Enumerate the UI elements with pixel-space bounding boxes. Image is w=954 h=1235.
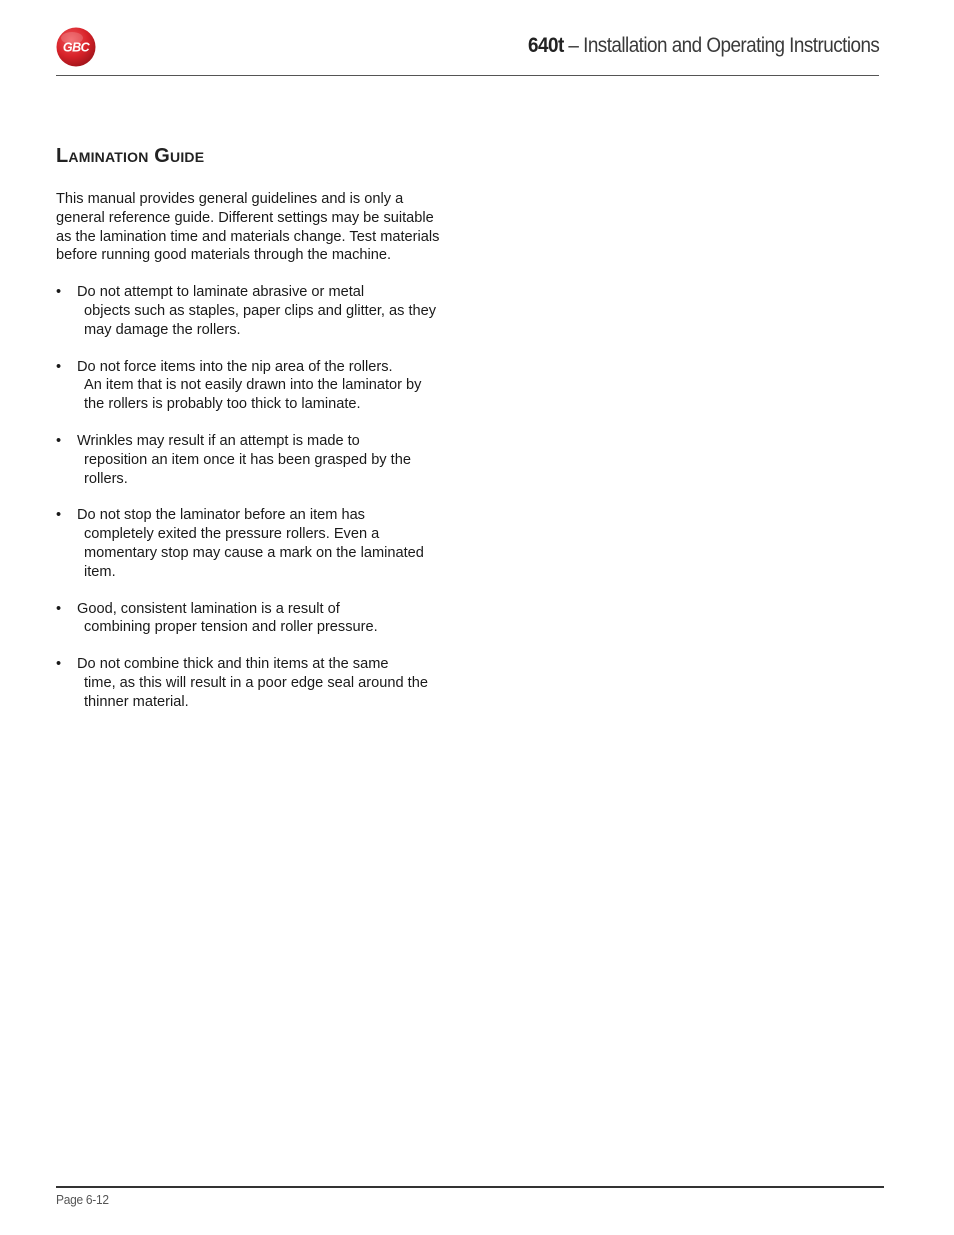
list-item	[56, 358, 441, 414]
gbc-logo	[56, 27, 96, 67]
model-number: 640t	[527, 34, 564, 57]
list-item-first-line: Do not force items into the nip area of the rollers.	[77, 358, 393, 375]
list-item-text: objects such as staples, paper clips and glitter, as they may damage the rollers.	[84, 302, 437, 338]
bullet-icon: •	[56, 507, 62, 524]
list-item	[56, 655, 441, 711]
intro-paragraph: This manual provides general guidelines and is only a general reference guide. Different settings may be suitable as the lamination time and materials change. Test materials before running good materials through the machine.	[56, 191, 440, 264]
list-item	[56, 506, 441, 581]
list-item-text: An item that is not easily drawn into the laminator by the rollers is probably too thick to laminate.	[84, 377, 422, 413]
list-item-text: completely exited the pressure rollers. Even a momentary stop may cause a mark on the laminated item.	[84, 526, 424, 580]
bullet-icon: •	[56, 284, 62, 301]
footer-divider	[56, 1186, 884, 1188]
document-title	[528, 34, 879, 58]
gbc-logo-text: GBC	[62, 40, 90, 55]
header-divider	[56, 75, 879, 76]
list-item-first-line: Do not attempt to laminate abrasive or metal	[77, 284, 365, 301]
bullet-icon: •	[56, 656, 62, 673]
document-title-text: – Installation and Operating Instructions	[563, 34, 879, 57]
list-item	[56, 283, 441, 339]
section-title: Lamination Guide	[56, 145, 205, 167]
list-item-first-line: Good, consistent lamination is a result of	[77, 600, 340, 617]
bullet-icon: •	[56, 432, 62, 449]
bullet-icon: •	[56, 600, 62, 617]
list-item-first-line: Do not stop the laminator before an item has	[77, 507, 365, 524]
guideline-list	[56, 283, 441, 711]
list-item	[56, 432, 441, 488]
main-content	[56, 190, 441, 730]
list-item	[56, 600, 441, 638]
list-item-first-line: Do not combine thick and thin items at the same	[77, 656, 389, 673]
list-item-text: reposition an item once it has been grasped by the rollers.	[84, 451, 411, 487]
bullet-icon: •	[56, 358, 62, 375]
list-item-first-line: Wrinkles may result if an attempt is made to	[77, 432, 360, 449]
page-number: Page 6-12	[56, 1192, 109, 1207]
list-item-text: combining proper tension and roller pressure.	[84, 619, 378, 636]
list-item-text: time, as this will result in a poor edge seal around the thinner material.	[84, 674, 428, 710]
